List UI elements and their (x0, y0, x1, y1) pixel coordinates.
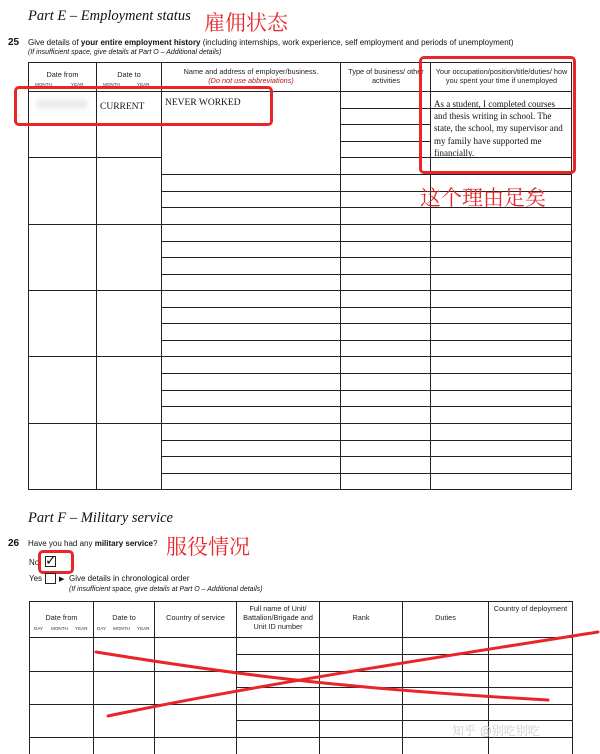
subhead-year: YEAR (71, 82, 84, 88)
no-label: No (29, 558, 40, 567)
subhead-month: MONTH (103, 82, 120, 88)
watermark: 知乎 @别吃别吃 (452, 724, 540, 738)
subhead-month: MONTH (113, 626, 130, 632)
mil-header-date-to: Date to DAY MONTH YEAR (97, 613, 150, 632)
header-occupation: Your occupation/position/title/duties/ how you spent your time if unemployed (435, 67, 568, 86)
mil-header-country: Country of service (166, 613, 225, 622)
header-employer-note: (Do not use abbreviations) (208, 76, 294, 86)
header-date-to: Date to MONTH YEAR (103, 70, 150, 88)
question-26-number: 26 (8, 538, 20, 549)
subhead-day: DAY (34, 626, 44, 632)
row1-employer: NEVER WORKED (165, 98, 241, 108)
mil-header-rank: Rank (352, 613, 370, 622)
question-25-text: Give details of your entire employment history (including internships, work experience, self employment and periods of unemployment) (28, 38, 514, 47)
header-date-from: Date from MONTH YEAR (35, 70, 84, 88)
annotation-military-status: 服役情况 (166, 535, 250, 559)
checkmark-icon: ✓ (45, 553, 57, 569)
header-business-type: Type of business/ other activities (348, 67, 424, 86)
arrow-right-icon: ▶ (59, 576, 65, 583)
question-25-number: 25 (8, 37, 20, 48)
subhead-month: MONTH (35, 82, 52, 88)
subhead-year: YEAR (75, 626, 88, 632)
annotation-employment-status: 雇佣状态 (204, 11, 288, 35)
header-employer: Name and address of employer/business. (Do not use abbreviations) (162, 67, 340, 85)
yes-label: Yes (29, 574, 43, 583)
mil-header-deployment: Country of deployment (493, 604, 568, 613)
part-e-title: Part E – Employment status (28, 8, 191, 24)
subhead-day: DAY (97, 626, 107, 632)
question-26-text: Have you had any military service? (28, 539, 158, 548)
subhead-month: MONTH (51, 626, 68, 632)
mil-header-date-from: Date from DAY MONTH YEAR (34, 613, 88, 632)
part-f-title: Part F – Military service (28, 510, 173, 526)
question-26-note: (If insufficient space, give details at Part O – Additional details) (69, 586, 263, 593)
mil-header-unit: Full name of Unit/ Battalion/Brigade and Unit ID number (243, 604, 313, 632)
subhead-year: YEAR (137, 626, 150, 632)
subhead-year: YEAR (137, 82, 150, 88)
yes-instruction: Give details in chronological order (69, 574, 190, 583)
row1-date-to: CURRENT (100, 102, 145, 112)
annotation-reason-enough: 这个理由足矣 (420, 186, 546, 210)
row1-occupation: As a student, I completed courses and thesis writing in school. The state, the school, my supervisor and my family have supported me financially. (434, 99, 563, 158)
question-25-note: (If insufficient space, give details at Part O – Additional details) (28, 49, 222, 56)
mil-header-duties: Duties (435, 613, 456, 622)
